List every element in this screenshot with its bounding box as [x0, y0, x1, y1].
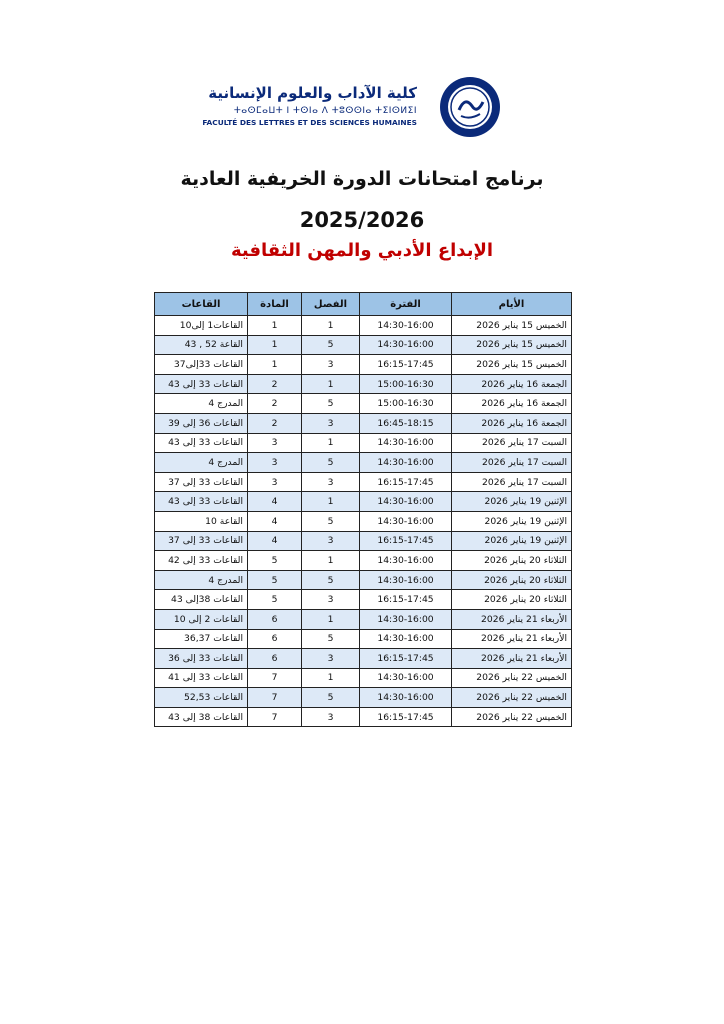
- cell-day: الأربعاء 21 يناير 2026: [452, 649, 572, 669]
- table-row: [155, 394, 572, 414]
- cell-semester: 1: [302, 316, 360, 336]
- cell-day: الأربعاء 21 يناير 2026: [452, 609, 572, 629]
- cell-time: 16:15-17:45: [360, 531, 452, 551]
- cell-semester: 1: [302, 492, 360, 512]
- cell-time: 14:30-16:00: [360, 453, 452, 473]
- cell-subject: 6: [248, 609, 302, 629]
- header-subject: المادة: [248, 293, 302, 316]
- cell-day: الثلاثاء 20 يناير 2026: [452, 590, 572, 610]
- cell-subject: 5: [248, 551, 302, 571]
- cell-subject: 2: [248, 374, 302, 394]
- cell-subject: 7: [248, 668, 302, 688]
- table-row: [155, 570, 572, 590]
- faculty-header: [202, 76, 501, 136]
- cell-subject: 1: [248, 316, 302, 336]
- cell-subject: 4: [248, 511, 302, 531]
- university-seal-icon: [439, 76, 501, 138]
- cell-subject: 3: [248, 472, 302, 492]
- table-row: [155, 335, 572, 355]
- cell-subject: 5: [248, 570, 302, 590]
- faculty-name-french: FACULTÉ DES LETTRES ET DES SCIENCES HUMAINES: [202, 118, 417, 127]
- cell-rooms: القاعات 36 إلى 39: [155, 413, 248, 433]
- cell-subject: 1: [248, 335, 302, 355]
- cell-time: 14:30-16:00: [360, 668, 452, 688]
- cell-day: الإثنين 19 يناير 2026: [452, 531, 572, 551]
- cell-day: الجمعة 16 يناير 2026: [452, 394, 572, 414]
- cell-rooms: القاعات 33 إلى 41: [155, 668, 248, 688]
- table-row: [155, 590, 572, 610]
- cell-day: الخميس 15 يناير 2026: [452, 335, 572, 355]
- table-row: [155, 668, 572, 688]
- cell-rooms: القاعات 33 إلى 36: [155, 649, 248, 669]
- table-header-row: [155, 293, 572, 316]
- cell-semester: 5: [302, 335, 360, 355]
- table-row: [155, 472, 572, 492]
- cell-semester: 5: [302, 453, 360, 473]
- cell-semester: 5: [302, 394, 360, 414]
- cell-semester: 3: [302, 590, 360, 610]
- cell-day: السبت 17 يناير 2026: [452, 433, 572, 453]
- header-semester: الفصل: [302, 293, 360, 316]
- cell-rooms: القاعات 38 إلى 43: [155, 707, 248, 727]
- cell-rooms: المدرج 4: [155, 570, 248, 590]
- cell-rooms: القاعة 52 , 43: [155, 335, 248, 355]
- table-row: [155, 511, 572, 531]
- cell-subject: 3: [248, 433, 302, 453]
- cell-semester: 3: [302, 649, 360, 669]
- cell-subject: 7: [248, 707, 302, 727]
- program-name: الإبداع الأدبي والمهن الثقافية: [230, 240, 494, 261]
- table-row: [155, 688, 572, 708]
- cell-time: 14:30-16:00: [360, 335, 452, 355]
- table-row: [155, 629, 572, 649]
- cell-time: 14:30-16:00: [360, 551, 452, 571]
- cell-rooms: القاعات 36,37: [155, 629, 248, 649]
- cell-rooms: القاعات 33 إلى 37: [155, 531, 248, 551]
- cell-subject: 2: [248, 413, 302, 433]
- table-row: [155, 609, 572, 629]
- cell-day: الخميس 15 يناير 2026: [452, 355, 572, 375]
- header-day: الأيام: [452, 293, 572, 316]
- cell-time: 14:30-16:00: [360, 629, 452, 649]
- cell-rooms: القاعات 33إلى37: [155, 355, 248, 375]
- table-row: [155, 413, 572, 433]
- cell-time: 14:30-16:00: [360, 688, 452, 708]
- cell-rooms: القاعات 33 إلى 43: [155, 492, 248, 512]
- cell-time: 14:30-16:00: [360, 433, 452, 453]
- cell-time: 15:00-16:30: [360, 394, 452, 414]
- page-title: برنامج امتحانات الدورة الخريفية العادية: [180, 168, 544, 190]
- header-time: الفترة: [360, 293, 452, 316]
- cell-semester: 3: [302, 707, 360, 727]
- cell-rooms: القاعات 33 إلى 43: [155, 374, 248, 394]
- table-row: [155, 355, 572, 375]
- cell-time: 16:15-17:45: [360, 472, 452, 492]
- cell-rooms: القاعات 52,53: [155, 688, 248, 708]
- cell-day: الأربعاء 21 يناير 2026: [452, 629, 572, 649]
- cell-subject: 4: [248, 492, 302, 512]
- cell-rooms: القاعات 2 إلى 10: [155, 609, 248, 629]
- cell-rooms: المدرج 4: [155, 453, 248, 473]
- cell-day: الجمعة 16 يناير 2026: [452, 374, 572, 394]
- cell-semester: 3: [302, 531, 360, 551]
- cell-subject: 2: [248, 394, 302, 414]
- table-row: [155, 374, 572, 394]
- cell-subject: 4: [248, 531, 302, 551]
- cell-subject: 7: [248, 688, 302, 708]
- cell-rooms: القاعات 33 إلى 37: [155, 472, 248, 492]
- table-row: [155, 531, 572, 551]
- cell-semester: 1: [302, 433, 360, 453]
- table-row: [155, 316, 572, 336]
- cell-rooms: القاعات 38إلى 43: [155, 590, 248, 610]
- cell-day: السبت 17 يناير 2026: [452, 453, 572, 473]
- cell-day: الخميس 22 يناير 2026: [452, 707, 572, 727]
- cell-semester: 3: [302, 413, 360, 433]
- cell-subject: 5: [248, 590, 302, 610]
- cell-day: الخميس 15 يناير 2026: [452, 316, 572, 336]
- faculty-name-tifinagh: ⵜⴰⵙⵎⴰⵡⵜ ⵏ ⵜⵙⵏⴰ ⴷ ⵜⵓⵙⵙⵏⴰ ⵜⵉⵏⵙⵍⵉⵏ: [233, 106, 417, 116]
- cell-semester: 5: [302, 570, 360, 590]
- table-row: [155, 492, 572, 512]
- cell-rooms: القاعات 33 إلى 42: [155, 551, 248, 571]
- cell-day: السبت 17 يناير 2026: [452, 472, 572, 492]
- cell-time: 16:15-17:45: [360, 590, 452, 610]
- cell-time: 14:30-16:00: [360, 492, 452, 512]
- academic-year: 2025/2026: [299, 208, 425, 232]
- table-row: [155, 649, 572, 669]
- cell-semester: 1: [302, 374, 360, 394]
- cell-day: الخميس 22 يناير 2026: [452, 668, 572, 688]
- cell-time: 16:15-17:45: [360, 355, 452, 375]
- cell-day: الثلاثاء 20 يناير 2026: [452, 551, 572, 571]
- cell-subject: 1: [248, 355, 302, 375]
- table-row: [155, 707, 572, 727]
- cell-semester: 5: [302, 629, 360, 649]
- cell-rooms: القاعات 33 إلى 43: [155, 433, 248, 453]
- cell-day: الخميس 22 يناير 2026: [452, 688, 572, 708]
- cell-rooms: القاعة 10: [155, 511, 248, 531]
- table-body: [155, 316, 572, 727]
- cell-time: 14:30-16:00: [360, 609, 452, 629]
- cell-time: 15:00-16:30: [360, 374, 452, 394]
- exam-schedule-table: [154, 292, 572, 727]
- header-rooms: القاعات: [155, 293, 248, 316]
- cell-semester: 5: [302, 511, 360, 531]
- cell-semester: 1: [302, 668, 360, 688]
- faculty-name-arabic: كلية الآداب والعلوم الإنسانية: [208, 84, 417, 102]
- cell-semester: 1: [302, 551, 360, 571]
- cell-day: الإثنين 19 يناير 2026: [452, 511, 572, 531]
- cell-day: الثلاثاء 20 يناير 2026: [452, 570, 572, 590]
- cell-subject: 3: [248, 453, 302, 473]
- table-row: [155, 551, 572, 571]
- cell-semester: 1: [302, 609, 360, 629]
- cell-subject: 6: [248, 649, 302, 669]
- table-row: [155, 433, 572, 453]
- cell-day: الجمعة 16 يناير 2026: [452, 413, 572, 433]
- cell-time: 16:45-18:15: [360, 413, 452, 433]
- cell-semester: 5: [302, 688, 360, 708]
- cell-semester: 3: [302, 355, 360, 375]
- cell-time: 14:30-16:00: [360, 316, 452, 336]
- cell-time: 14:30-16:00: [360, 570, 452, 590]
- cell-time: 16:15-17:45: [360, 649, 452, 669]
- cell-time: 16:15-17:45: [360, 707, 452, 727]
- table-row: [155, 453, 572, 473]
- cell-rooms: القاعات1 إلى10: [155, 316, 248, 336]
- cell-rooms: المدرج 4: [155, 394, 248, 414]
- cell-day: الإثنين 19 يناير 2026: [452, 492, 572, 512]
- cell-subject: 6: [248, 629, 302, 649]
- cell-semester: 3: [302, 472, 360, 492]
- cell-time: 14:30-16:00: [360, 511, 452, 531]
